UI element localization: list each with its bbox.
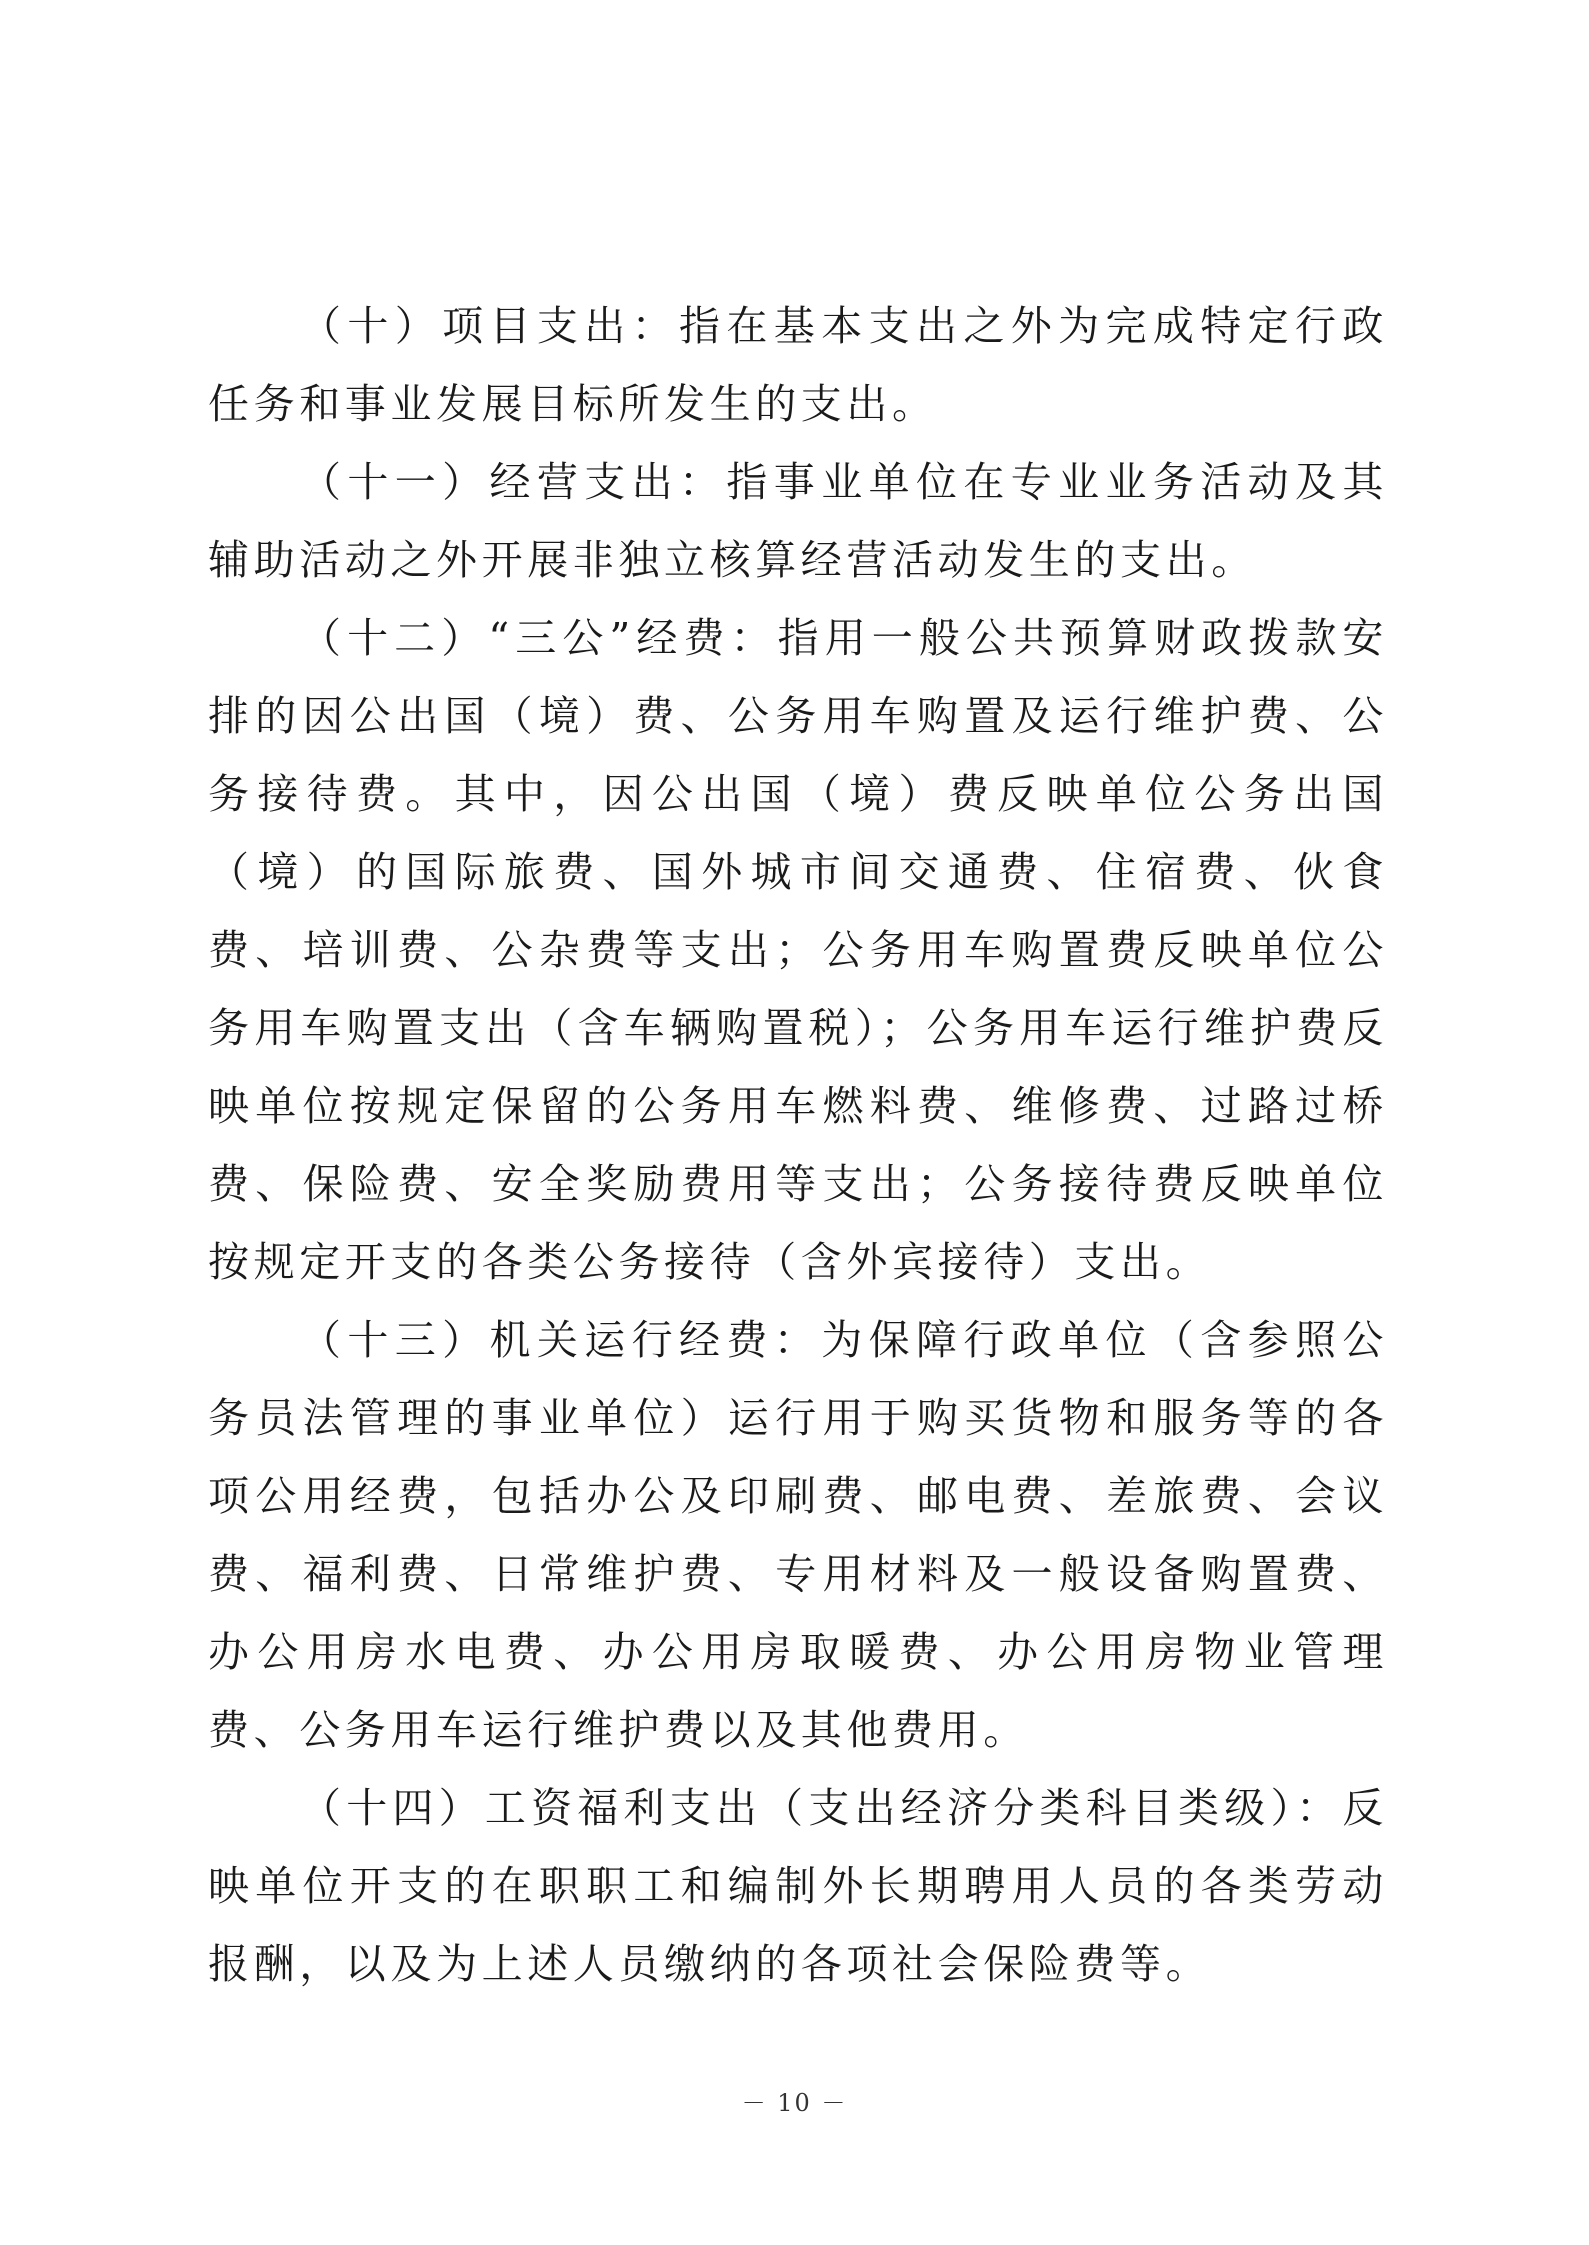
paragraph-wage-welfare-expenditure: （十四）工资福利支出（支出经济分类科目类级）：反映单位开支的在职职工和编制外长期聘用人员的各类劳动报酬，以及为上述人员缴纳的各项社会保险费等。 (208, 1784, 1388, 1988)
paragraph-three-public-expenses: （十二）“三公”经费：指用一般公共预算财政拨款安排的因公出国（境）费、公务用车购置及运行维护费、公务接待费。其中，因公出国（境）费反映单位公务出国（境）的国际旅费、国外城市间交通费、住宿费、伙食费、培训费、公杂费等支出；公务用车购置费反映单位公务用车购置支出（含车辆购置税）；公务用车运行维护费反映单位按规定保留的公务用车燃料费、维修费、过路过桥费、保险费、安全奖励费用等支出；公务接待费反映单位按规定开支的各类公务接待（含外宾接待）支出。 (208, 614, 1388, 1286)
paragraph-project-expenditure: （十）项目支出：指在基本支出之外为完成特定行政任务和事业发展目标所发生的支出。 (208, 302, 1388, 428)
page-number: － 10 － (741, 2089, 848, 2117)
document-body (208, 287, 1388, 2003)
paragraph-operating-expenditure: （十一）经营支出：指事业单位在专业业务活动及其辅助活动之外开展非独立核算经营活动发生的支出。 (208, 458, 1388, 584)
paragraph-agency-operating-costs: （十三）机关运行经费：为保障行政单位（含参照公务员法管理的事业单位）运行用于购买货物和服务等的各项公用经费，包括办公及印刷费、邮电费、差旅费、会议费、福利费、日常维护费、专用材料及一般设备购置费、办公用房水电费、办公用房取暖费、办公用房物业管理费、公务用车运行维护费以及其他费用。 (208, 1316, 1388, 1754)
